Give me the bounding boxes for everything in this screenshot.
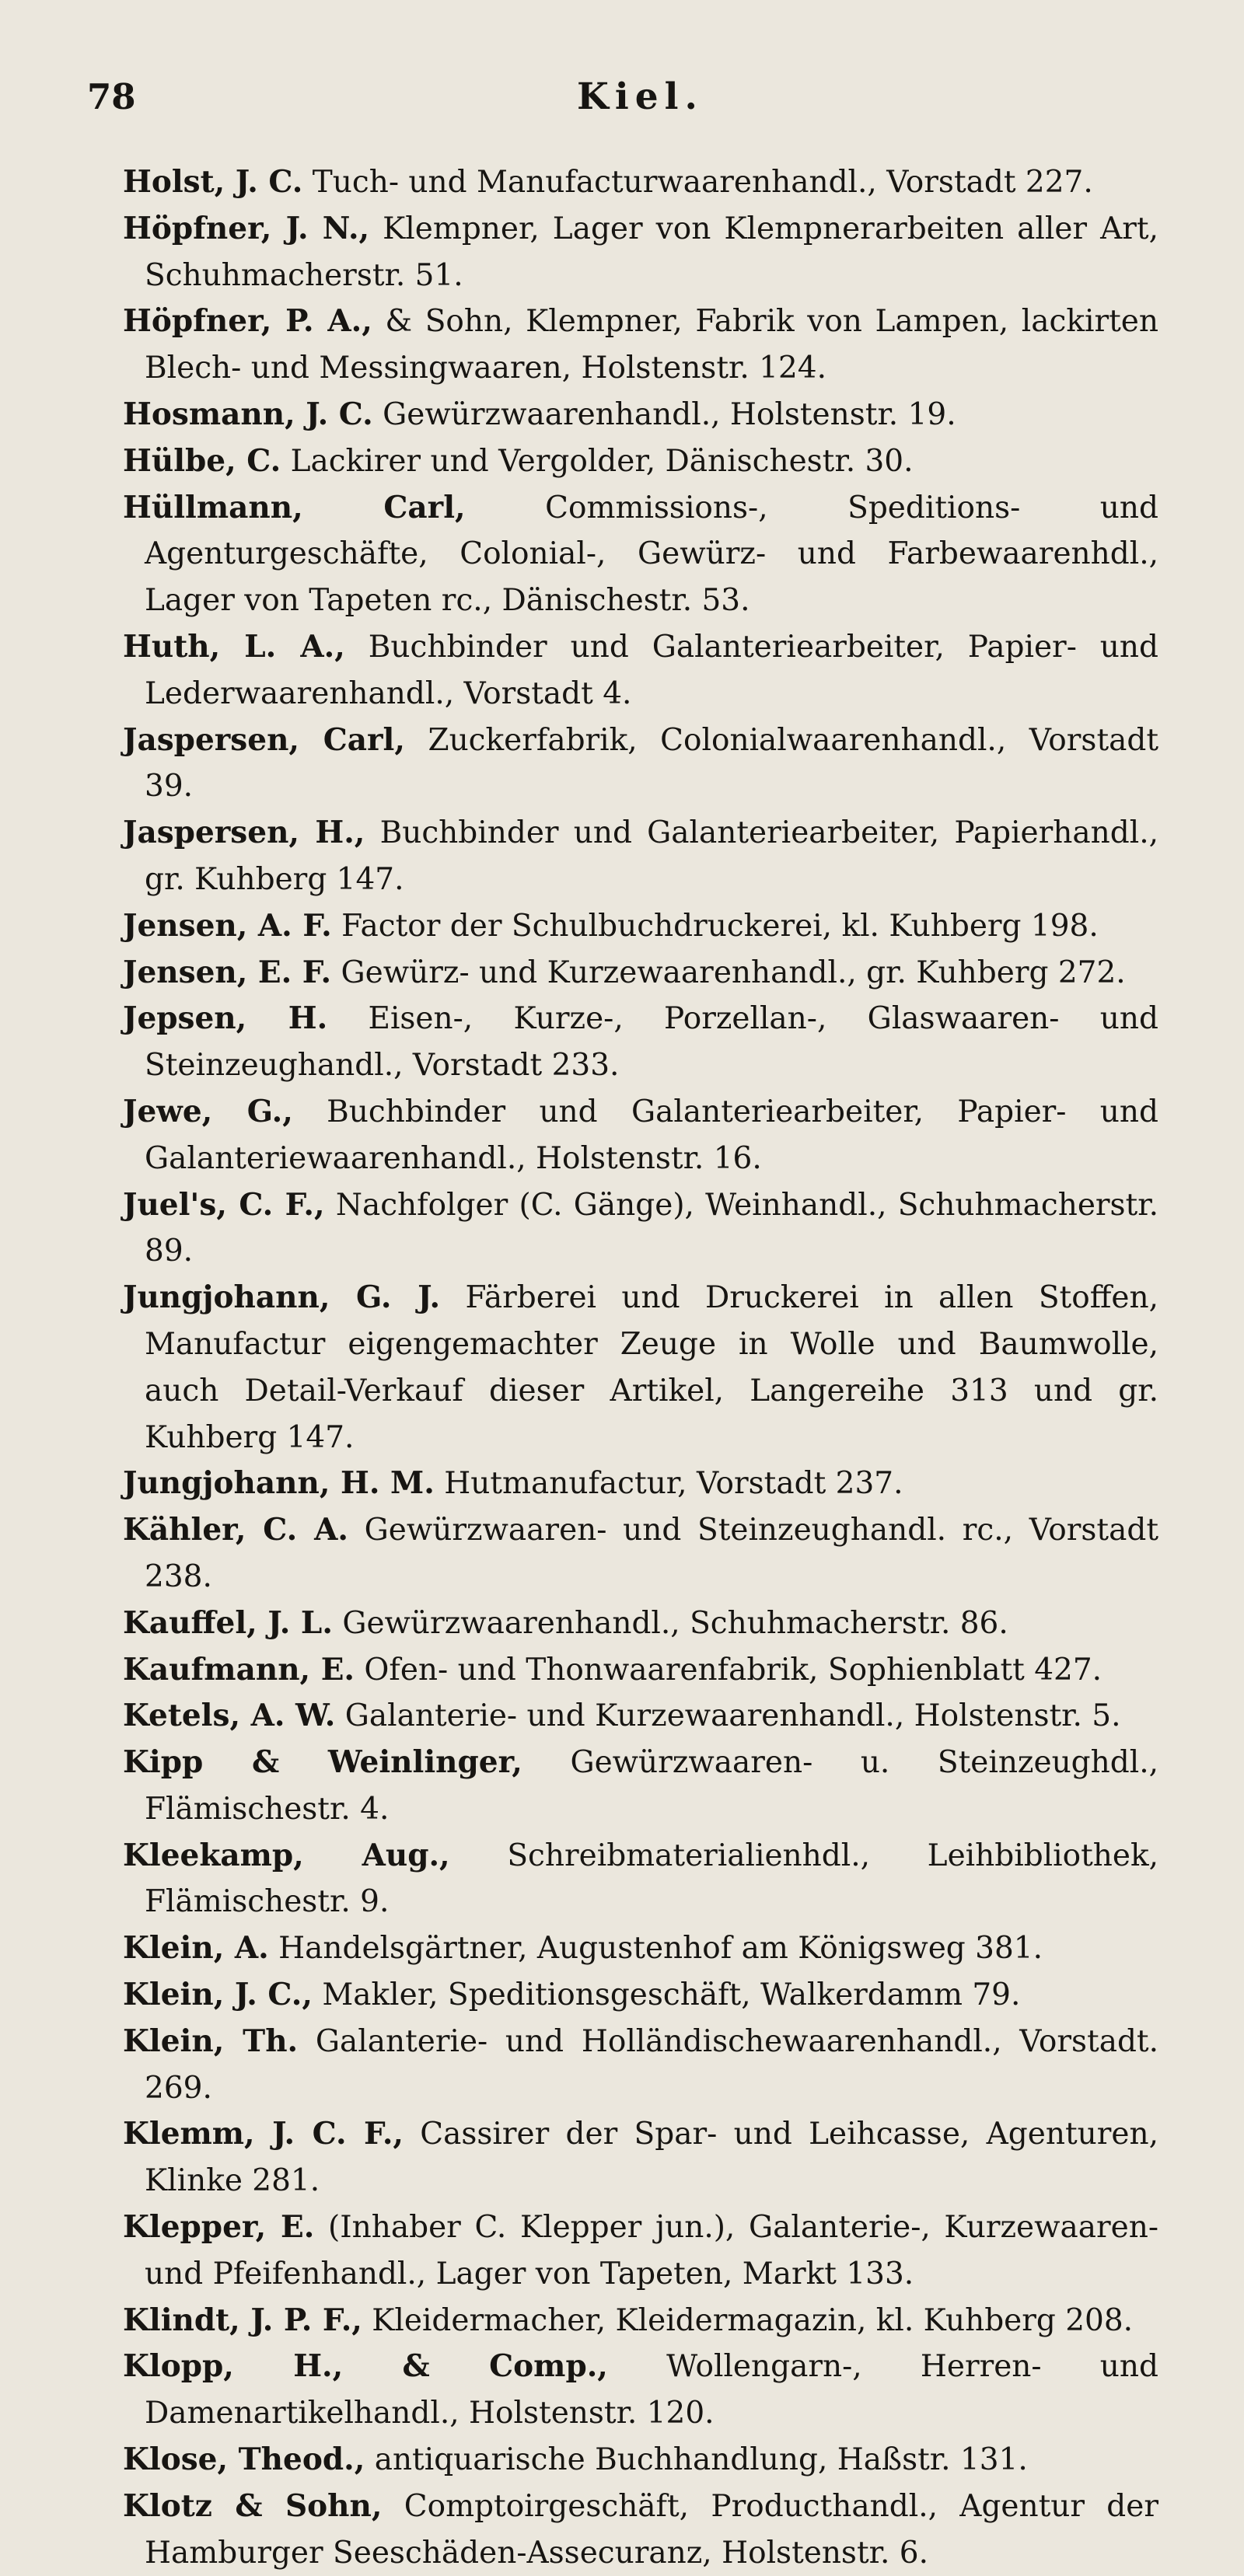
entry-text: Ofen- und Thonwaarenfabrik, Sophienblatt 427. xyxy=(364,1652,1102,1688)
entry-text: Buchbinder und Galanteriearbeiter, Papierhandl., gr. Kuhberg 147. xyxy=(145,815,1159,897)
entry-text: Gewürzwaaren- und Steinzeughandl. rc., Vorstadt 238. xyxy=(145,1513,1158,1594)
entry-name: Klindt, J. P. F., xyxy=(123,2302,362,2338)
entry-text: Nachfolger (C. Gänge), Weinhandl., Schuhmacherstr. 89. xyxy=(145,1187,1158,1269)
entry-text: Comptoirgeschäft, Producthandl., Agentur der Hamburger Seeschäden-Assecuranz, Holstenstr. 6. xyxy=(145,2488,1158,2571)
directory-entry xyxy=(123,392,1158,438)
entry-text: antiquarische Buchhandlung, Haßstr. 131. xyxy=(374,2442,1028,2478)
entry-name: Jungjohann, H. M. xyxy=(123,1465,435,1502)
directory-entry xyxy=(123,1693,1158,1740)
entry-name: Kipp & Weinlinger, xyxy=(123,1744,522,1781)
entry-name: Klein, A. xyxy=(123,1930,269,1967)
entry-name: Jungjohann, G. J. xyxy=(123,1279,441,1316)
directory-entry xyxy=(123,2437,1158,2484)
directory-entry xyxy=(123,624,1158,717)
entry-name: Jewe, G., xyxy=(123,1093,293,1129)
directory-entry xyxy=(123,1461,1158,1507)
directory-entry xyxy=(123,2484,1158,2576)
entry-name: Klein, J. C., xyxy=(123,1977,313,2013)
entry-text: Buchbinder und Galanteriearbeiter, Papier- und Galanteriewaarenhandl., Holstenstr. 16. xyxy=(145,1094,1158,1176)
entry-name: Kauffel, J. L. xyxy=(123,1604,333,1641)
entry-text: Cassirer der Spar- und Leihcasse, Agenturen, Klinke 281. xyxy=(145,2117,1158,2199)
entry-text: & Sohn, Klempner, Fabrik von Lampen, lackirten Blech- und Messingwaaren, Holstenstr. 124. xyxy=(145,304,1158,386)
directory-entry xyxy=(123,1647,1158,1694)
entry-text: Klempner, Lager von Klempnerarbeiten aller Art, Schuhmacherstr. 51. xyxy=(145,211,1158,293)
directory-entry xyxy=(123,2204,1159,2298)
entry-name: Juel's, C. F., xyxy=(123,1186,325,1223)
directory-entry xyxy=(123,810,1159,903)
directory-entry xyxy=(123,1740,1158,1833)
entry-text: Factor der Schulbuchdruckerei, kl. Kuhberg 198. xyxy=(341,908,1099,944)
entry-text: Kleidermacher, Kleidermagazin, kl. Kuhberg 208. xyxy=(372,2302,1134,2338)
directory-entry xyxy=(123,1507,1158,1600)
directory-entry xyxy=(123,950,1158,997)
directory-entry xyxy=(123,1972,1158,2019)
entry-text: Wollengarn-, Herren- und Damenartikelhandl., Holstenstr. 120. xyxy=(145,2349,1158,2431)
entry-text: Gewürzwaarenhandl., Schuhmacherstr. 86. xyxy=(342,1605,1008,1641)
entry-name: Jensen, E. F. xyxy=(123,954,332,990)
entry-name: Jaspersen, Carl, xyxy=(123,721,405,758)
directory-entries xyxy=(0,159,1244,2576)
directory-entry xyxy=(123,1833,1158,1926)
entry-name: Hüllmann, Carl, xyxy=(123,489,466,525)
entry-name: Kähler, C. A. xyxy=(123,1512,348,1548)
entry-name: Hülbe, C. xyxy=(123,442,281,479)
entry-text: Gewürzwaarenhandl., Holstenstr. 19. xyxy=(383,396,956,432)
entry-name: Jepsen, H. xyxy=(123,1000,328,1037)
entry-name: Huth, L. A., xyxy=(123,628,345,665)
entry-name: Klepper, E. xyxy=(123,2209,315,2246)
entry-text: (Inhaber C. Klepper jun.), Galanterie-, Kurzewaaren- und Pfeifenhandl., Lager von Tapeten, Markt 133. xyxy=(145,2210,1159,2292)
page-number: 78 xyxy=(87,76,136,117)
entry-name: Holst, J. C. xyxy=(123,164,303,200)
directory-entry xyxy=(123,1182,1158,1276)
directory-entry xyxy=(123,1089,1158,1182)
page-header xyxy=(87,74,1152,120)
entry-text: Zuckerfabrik, Colonialwaarenhandl., Vorstadt 39. xyxy=(145,722,1159,805)
directory-entry xyxy=(123,159,1158,206)
entry-text: Galanterie- und Kurzewaarenhandl., Holstenstr. 5. xyxy=(344,1698,1121,1734)
entry-name: Hosmann, J. C. xyxy=(123,396,373,432)
directory-entry xyxy=(123,298,1158,392)
entry-name: Klopp, H., & Comp., xyxy=(123,2348,608,2385)
entry-name: Klemm, J. C. F., xyxy=(123,2116,404,2152)
entry-name: Höpfner, J. N., xyxy=(123,210,370,246)
entry-text: Lackirer und Vergolder, Dänischestr. 30. xyxy=(290,443,914,479)
entry-text: Galanterie- und Holländischewaarenhandl., Vorstadt. 269. xyxy=(145,2023,1158,2106)
entry-name: Höpfner, P. A., xyxy=(123,303,372,340)
running-head: Kiel. xyxy=(577,75,704,118)
directory-entry xyxy=(123,1600,1158,1647)
entry-text: Färberei und Druckerei in allen Stoffen, Manufactur eigengemachter Zeuge in Wolle und Baumwolle, auch Detail-Verkauf dieser Artikel, Langereihe 313 und gr. Kuhberg 147. xyxy=(145,1280,1158,1455)
entry-text: Handelsgärtner, Augustenhof am Königsweg 381. xyxy=(278,1931,1043,1967)
entry-name: Klose, Theod., xyxy=(123,2442,365,2478)
directory-entry xyxy=(123,2019,1158,2112)
directory-entry xyxy=(123,438,1158,485)
entry-text: Eisen-, Kurze-, Porzellan-, Glaswaaren- und Steinzeughandl., Vorstadt 233. xyxy=(145,1001,1158,1084)
directory-entry xyxy=(123,2298,1158,2344)
directory-entry xyxy=(123,2111,1158,2204)
entry-text: Buchbinder und Galanteriearbeiter, Papier- und Lederwaarenhandl., Vorstadt 4. xyxy=(145,629,1158,711)
entry-text: Commissions-, Speditions- und Agenturgeschäfte, Colonial-, Gewürz- und Farbewaarenhdl., Lager von Tapeten rc., Dänischestr. 53. xyxy=(145,490,1158,619)
entry-name: Ketels, A. W. xyxy=(123,1698,336,1734)
directory-entry xyxy=(123,903,1158,950)
directory-entry xyxy=(123,1925,1158,1972)
directory-entry xyxy=(123,1275,1158,1461)
entry-text: Hutmanufactur, Vorstadt 237. xyxy=(444,1466,903,1502)
entry-text: Gewürz- und Kurzewaarenhandl., gr. Kuhberg 272. xyxy=(341,955,1126,990)
entry-text: Schreibmaterialienhdl., Leihbibliothek, Flämischestr. 9. xyxy=(145,1838,1158,1920)
entry-name: Jensen, A. F. xyxy=(123,907,332,944)
directory-entry xyxy=(123,206,1158,299)
entry-text: Gewürzwaaren- u. Steinzeughdl., Flämischestr. 4. xyxy=(145,1745,1158,1827)
entry-name: Kaufmann, E. xyxy=(123,1651,355,1688)
entry-name: Kleekamp, Aug., xyxy=(123,1837,450,1873)
directory-entry xyxy=(123,485,1158,624)
entry-name: Jaspersen, H., xyxy=(123,815,365,851)
entry-name: Klein, Th. xyxy=(123,2023,299,2059)
directory-entry xyxy=(123,996,1158,1089)
entry-text: Tuch- und Manufacturwaarenhandl., Vorstadt 227. xyxy=(312,165,1093,200)
entry-name: Klotz & Sohn, xyxy=(123,2487,383,2524)
entry-text: Makler, Speditionsgeschäft, Walkerdamm 79. xyxy=(322,1977,1021,2013)
directory-entry xyxy=(123,717,1159,811)
directory-entry xyxy=(123,2344,1158,2437)
